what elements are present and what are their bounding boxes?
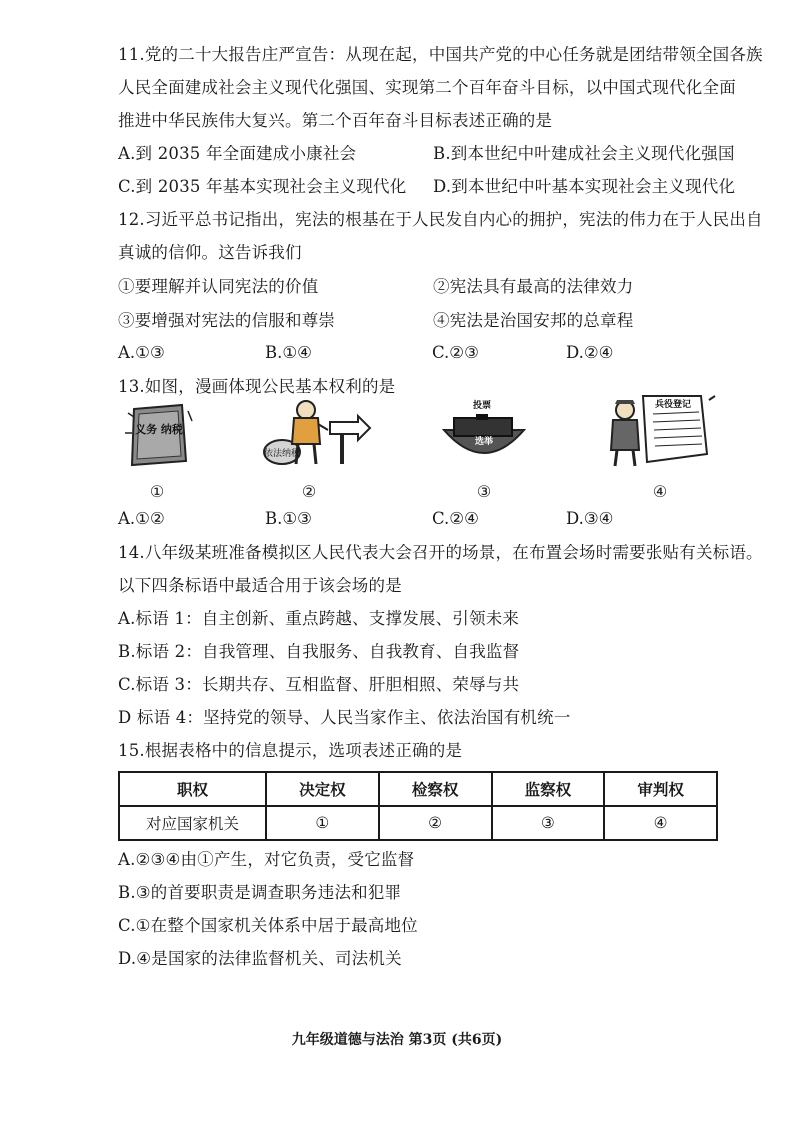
q15-option-d: D.④是国家的法律监督机关、司法机关: [118, 949, 402, 968]
cartoon-3-caption: ③: [476, 482, 492, 501]
q15-option-c: C.①在整个国家机关体系中居于最高地位: [118, 916, 418, 935]
q11-stem-line2: 人民全面建成社会主义现代化强国、实现第二个百年奋斗目标，以中国式现代化全面: [118, 78, 736, 97]
cartoon-2-tax-payment-icon: [262, 398, 374, 468]
q11-option-a: A.到 2035 年全面建成小康社会: [118, 144, 357, 163]
cartoon-1-label: 义务 纳税: [135, 423, 183, 436]
q12-statement-4: ④宪法是治国安邦的总章程: [433, 311, 634, 330]
powers-table: [118, 771, 718, 841]
q14-stem-line2: 以下四条标语中最适合用于该会场的是: [118, 576, 402, 595]
cartoon-2-label: 依法纳税: [263, 449, 301, 459]
q14-stem-line1: 14.八年级某班准备模拟区人民代表大会召开的场景，在布置会场时需要张贴有关标语。: [118, 543, 763, 562]
cartoon-1-caption: ①: [149, 482, 165, 501]
page-footer: 九年级道德与法治 第3页 (共6页): [291, 1032, 503, 1048]
table-header-cell: 审判权: [604, 772, 717, 806]
q14-option-a: A.标语 1：自主创新、重点跨越、支撑发展、引领未来: [118, 609, 520, 628]
q11-option-b: B.到本世纪中叶建成社会主义现代化强国: [433, 144, 735, 163]
q11-stem-line1: 11.党的二十大报告庄严宣告：从现在起，中国共产党的中心任务就是团结带领全国各族: [118, 45, 763, 64]
table-header-cell: 监察权: [492, 772, 605, 806]
q15-option-b: B.③的首要职责是调查职务违法和犯罪: [118, 883, 402, 902]
q14-option-b: B.标语 2：自我管理、自我服务、自我教育、自我监督: [118, 642, 520, 661]
cartoon-4-caption: ④: [652, 482, 668, 501]
cartoon-4-label: 兵役登记: [654, 400, 692, 410]
cartoon-3-voting-icon: [440, 396, 528, 468]
cartoon-3-label-bottom: 选举: [474, 437, 494, 447]
q13-option-d: D.③④: [566, 509, 614, 528]
cartoon-3-label-top: 投票: [472, 401, 492, 411]
cartoon-4-military-registration-icon: [605, 392, 725, 468]
q12-statement-2: ②宪法具有最高的法律效力: [433, 277, 634, 296]
q12-statement-1: ①要理解并认同宪法的价值: [118, 277, 319, 296]
table-header-cell: 决定权: [266, 772, 379, 806]
table-cell: ③: [492, 806, 605, 840]
cartoon-1-tax-duty-icon: [120, 403, 195, 468]
table-row: [119, 772, 717, 806]
q11-option-d: D.到本世纪中叶基本实现社会主义现代化: [433, 177, 736, 196]
q12-stem-line2: 真诚的信仰。这告诉我们: [118, 243, 302, 262]
table-cell: 对应国家机关: [119, 806, 266, 840]
q15-option-a: A.②③④由①产生，对它负责，受它监督: [118, 850, 415, 869]
table-cell: ①: [266, 806, 379, 840]
table-row: [119, 806, 717, 840]
q13-option-a: A.①②: [118, 509, 165, 528]
table-cell: ②: [379, 806, 492, 840]
q11-stem-line3: 推进中华民族伟大复兴。第二个百年奋斗目标表述正确的是: [118, 111, 553, 130]
q14-option-d: D 标语 4：坚持党的领导、人民当家作主、依法治国有机统一: [118, 708, 571, 727]
table-header-cell: 职权: [119, 772, 266, 806]
table-header-cell: 检察权: [379, 772, 492, 806]
q12-option-a: A.①③: [118, 343, 165, 362]
q12-option-b: B.①④: [265, 343, 312, 362]
q14-option-c: C.标语 3：长期共存、互相监督、肝胆相照、荣辱与共: [118, 675, 520, 694]
q12-stem-line1: 12.习近平总书记指出，宪法的根基在于人民发自内心的拥护，宪法的伟力在于人民出自: [118, 210, 763, 229]
table-cell: ④: [604, 806, 717, 840]
q13-option-c: C.②④: [432, 509, 479, 528]
q13-stem: 13.如图，漫画体现公民基本权利的是: [118, 377, 396, 396]
q12-option-c: C.②③: [432, 343, 479, 362]
q11-option-c: C.到 2035 年基本实现社会主义现代化: [118, 177, 407, 196]
q12-statement-3: ③要增强对宪法的信服和尊崇: [118, 311, 336, 330]
cartoon-2-caption: ②: [301, 482, 317, 501]
q15-stem: 15.根据表格中的信息提示，选项表述正确的是: [118, 741, 463, 760]
q13-option-b: B.①③: [265, 509, 312, 528]
q12-option-d: D.②④: [566, 343, 614, 362]
